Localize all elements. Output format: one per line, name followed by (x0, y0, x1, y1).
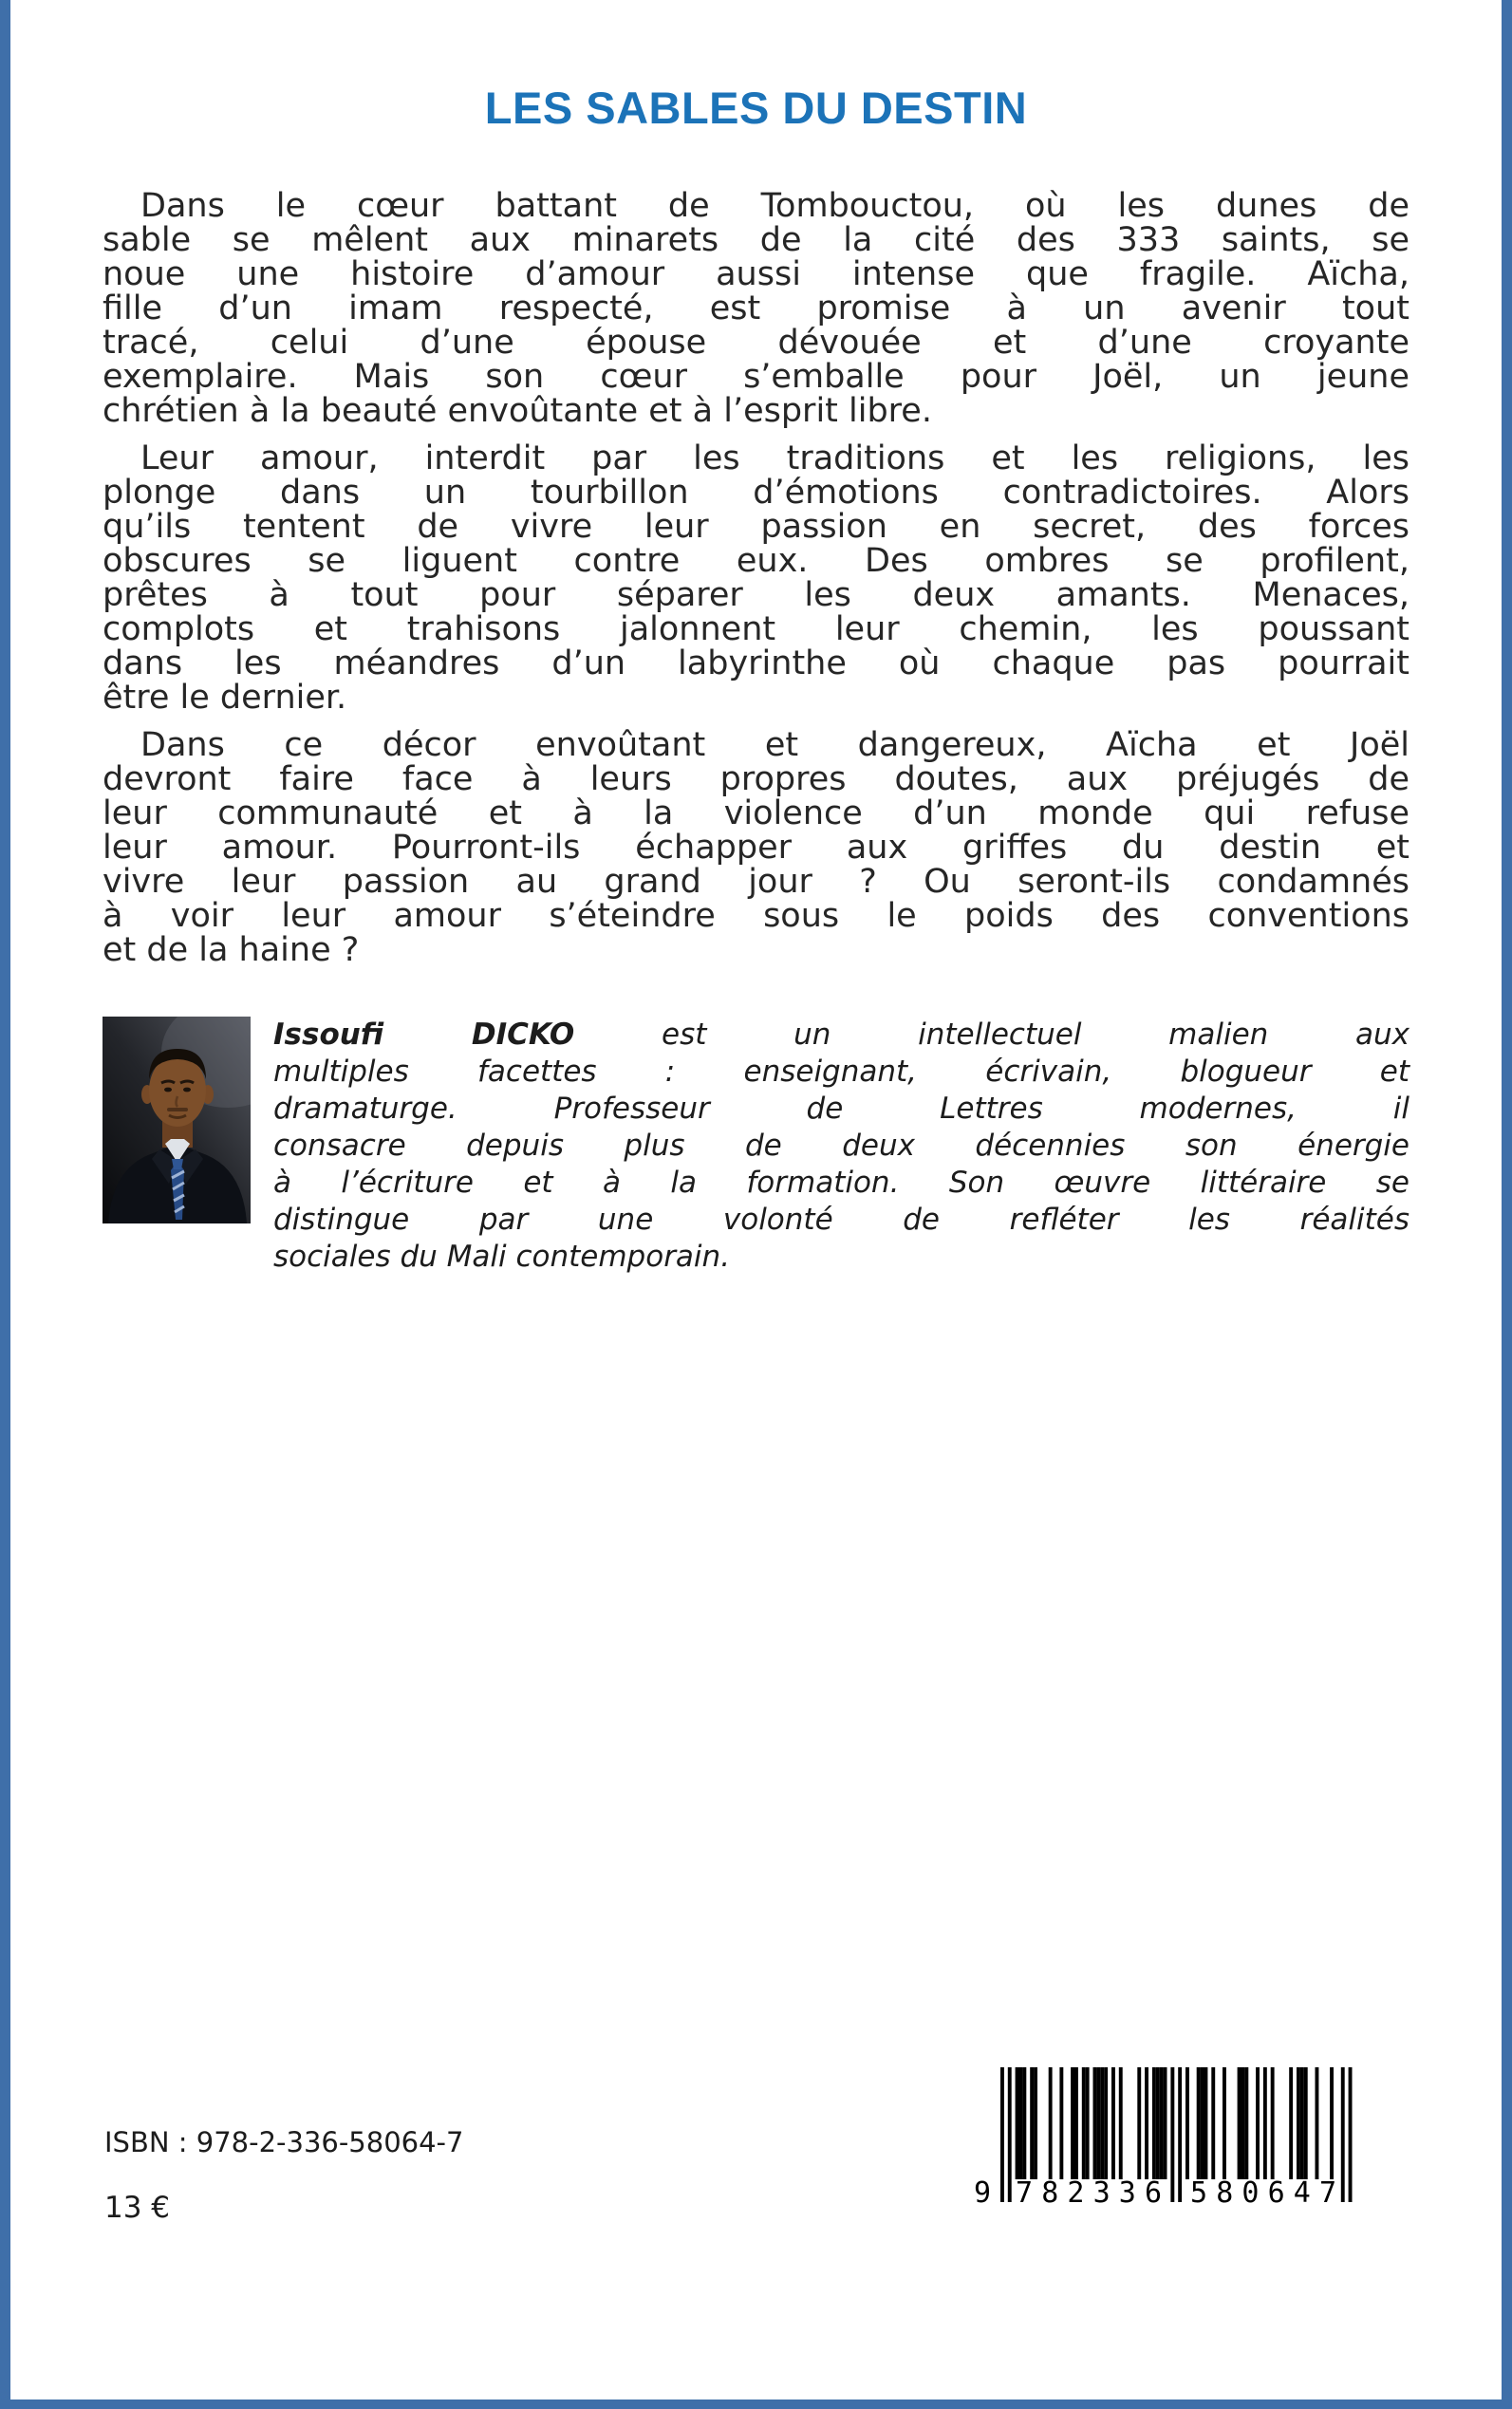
synopsis-line: leur amour. Pourront-ils échapper aux griffes du destin et (103, 829, 1409, 867)
price-text: 13 € (104, 2191, 171, 2225)
author-portrait-illustration (103, 1017, 251, 1223)
bio-first-line-rest: est un intellectuel malien aux (574, 1018, 1410, 1052)
synopsis-line: fille d’un imam respecté, est promise à un avenir tout (103, 289, 1409, 327)
synopsis-line: être le dernier. (103, 679, 347, 717)
edge-bar-bottom (0, 2400, 1512, 2409)
bio-line: sociales du Mali contemporain. (273, 1240, 731, 1274)
synopsis-line: qu’ils tentent de vivre leur passion en secret, des forces (103, 508, 1409, 546)
synopsis-line: complots et trahisons jalonnent leur chemin, les poussant (103, 610, 1409, 648)
synopsis-line: à voir leur amour s’éteindre sous le poids des conventions (103, 897, 1409, 935)
synopsis-line: chrétien à la beauté envoûtante et à l’esprit libre. (103, 392, 932, 430)
author-photo (103, 1017, 251, 1223)
cover-content (103, 0, 1409, 1276)
edge-bar-left (0, 0, 10, 2409)
barcode (974, 2067, 1353, 2212)
bio-line: multiples facettes : enseignant, écrivain, blogueur et (273, 1055, 1409, 1089)
synopsis-line: dans les méandres d’un labyrinthe où chaque pas pourrait (103, 644, 1409, 682)
synopsis-line: Dans le cœur battant de Tombouctou, où les dunes de (140, 187, 1409, 225)
synopsis-line: obscures se liguent contre eux. Des ombres se profilent, (103, 542, 1409, 580)
synopsis-line: tracé, celui d’une épouse dévouée et d’une croyante (103, 324, 1409, 362)
synopsis-line: vivre leur passion au grand jour ? Ou seront-ils condamnés (103, 863, 1409, 901)
author-bio (273, 1017, 1409, 1276)
bio-first-line (273, 1017, 1409, 1054)
synopsis-line: plonge dans un tourbillon d’émotions contradictoires. Alors (103, 474, 1409, 512)
bio-line: dramaturge. Professeur de Lettres modernes, il (273, 1092, 1409, 1126)
synopsis-line: Leur amour, interdit par les traditions et les religions, les (140, 439, 1409, 477)
synopsis-line: sable se mêlent aux minarets de la cité des 333 saints, se (103, 221, 1409, 259)
isbn-text: ISBN : 978-2-336-58064-7 (104, 2126, 464, 2158)
synopsis-line: prêtes à tout pour séparer les deux amants. Menaces, (103, 576, 1409, 614)
synopsis-paragraph (103, 189, 1409, 428)
synopsis-line: et de la haine ? (103, 931, 360, 969)
synopsis-line: noue une histoire d’amour aussi intense que fragile. Aïcha, (103, 255, 1409, 293)
book-title: LES SABLES DU DESTIN (484, 83, 1028, 133)
synopsis-line: devront faire face à leurs propres doutes, aux préjugés de (103, 760, 1409, 798)
bio-line: consacre depuis plus de deux décennies son énergie (273, 1129, 1409, 1163)
barcode-digit-group-3: 5 8 0 6 4 7 (1190, 2176, 1336, 2210)
synopsis (103, 189, 1409, 967)
barcode-digit-group-1: 9 (974, 2176, 992, 2210)
synopsis-line: leur communauté et à la violence d’un monde qui refuse (103, 794, 1409, 832)
synopsis-paragraph (103, 728, 1409, 967)
synopsis-line: Dans ce décor envoûtant et dangereux, Aïcha et Joël (140, 726, 1409, 764)
edge-bar-right (1502, 0, 1512, 2409)
barcode-digit-group-2: 7 8 2 3 3 6 (1016, 2176, 1162, 2210)
bio-line: distingue par une volonté de refléter les réalités (273, 1203, 1409, 1237)
bio-lines (273, 1054, 1409, 1276)
synopsis-line: exemplaire. Mais son cœur s’emballe pour Joël, un jeune (103, 358, 1409, 396)
synopsis-paragraph (103, 441, 1409, 715)
author-section (103, 1017, 1409, 1276)
author-name: Issoufi DICKO (273, 1018, 575, 1052)
bio-line: à l’écriture et à la formation. Son œuvre littéraire se (273, 1166, 1409, 1200)
